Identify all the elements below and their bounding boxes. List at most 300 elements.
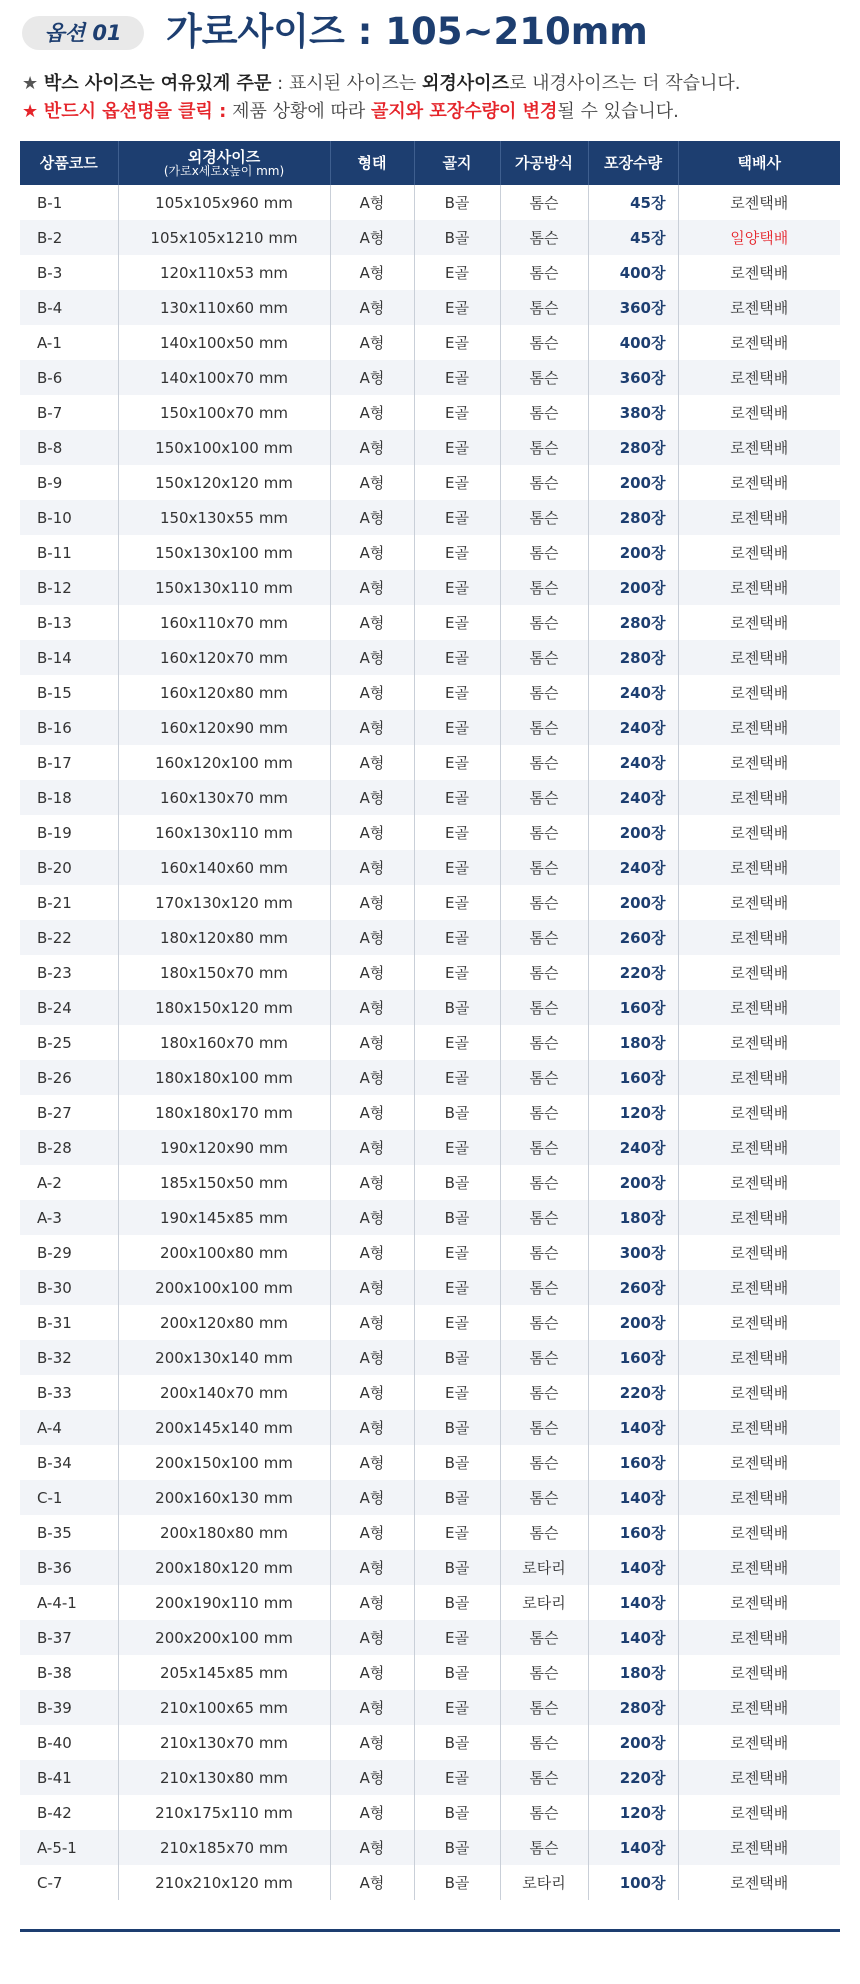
cell-qty: 100장 bbox=[588, 1865, 678, 1900]
cell-qty: 120장 bbox=[588, 1795, 678, 1830]
cell-code: B-18 bbox=[20, 780, 118, 815]
cell-type: A형 bbox=[330, 535, 414, 570]
cell-qty: 240장 bbox=[588, 850, 678, 885]
note-line-1 bbox=[22, 70, 852, 98]
cell-courier: 로젠택배 bbox=[678, 360, 840, 395]
cell-courier: 로젠택배 bbox=[678, 1585, 840, 1620]
cell-process: 톰슨 bbox=[500, 535, 588, 570]
cell-size: 150x130x100 mm bbox=[118, 535, 330, 570]
cell-courier: 로젠택배 bbox=[678, 1760, 840, 1795]
cell-code: B-1 bbox=[37, 193, 63, 212]
cell-type: A형 bbox=[330, 605, 414, 640]
cell-code: C-7 bbox=[37, 1873, 63, 1892]
cell-size: 160x120x100 mm bbox=[118, 745, 330, 780]
cell-process: 로타리 bbox=[500, 1550, 588, 1585]
table-row bbox=[20, 885, 840, 920]
cell-size: 140x100x50 mm bbox=[118, 325, 330, 360]
cell-flute: E골 bbox=[414, 1620, 500, 1655]
table-row bbox=[20, 1480, 840, 1515]
cell-type: A형 bbox=[330, 675, 414, 710]
table-row bbox=[20, 1445, 840, 1480]
cell-size: 200x145x140 mm bbox=[118, 1410, 330, 1445]
cell-size: 200x200x100 mm bbox=[118, 1620, 330, 1655]
cell-type: A형 bbox=[330, 395, 414, 430]
cell-type: A형 bbox=[330, 325, 414, 360]
cell-code: A-4-1 bbox=[37, 1593, 77, 1612]
cell-courier: 로젠택배 bbox=[678, 1305, 840, 1340]
cell-courier: 로젠택배 bbox=[678, 850, 840, 885]
cell-flute: E골 bbox=[414, 780, 500, 815]
cell-qty: 140장 bbox=[588, 1830, 678, 1865]
cell-code: B-28 bbox=[20, 1130, 118, 1165]
cell-flute: E골 bbox=[414, 290, 500, 325]
cell-qty: 280장 bbox=[588, 1690, 678, 1725]
cell-flute: E골 bbox=[414, 1270, 500, 1305]
cell-process: 톰슨 bbox=[500, 850, 588, 885]
cell-process: 톰슨 bbox=[500, 1760, 588, 1795]
cell-flute: E골 bbox=[414, 675, 500, 710]
table-row bbox=[20, 1550, 840, 1585]
cell-code: B-11 bbox=[37, 543, 72, 562]
cell-qty: 180장 bbox=[588, 1200, 678, 1235]
cell-code: B-20 bbox=[20, 850, 118, 885]
table-row bbox=[20, 1795, 840, 1830]
cell-size: 200x190x110 mm bbox=[118, 1585, 330, 1620]
note-2-text-b: 될 수 있습니다. bbox=[557, 101, 679, 122]
cell-flute: E골 bbox=[414, 430, 500, 465]
cell-process: 톰슨 bbox=[500, 605, 588, 640]
cell-size: 180x180x100 mm bbox=[118, 1060, 330, 1095]
cell-courier: 로젠택배 bbox=[678, 1620, 840, 1655]
cell-qty: 220장 bbox=[588, 1375, 678, 1410]
cell-size: 130x110x60 mm bbox=[118, 290, 330, 325]
cell-size: 190x120x90 mm bbox=[118, 1130, 330, 1165]
cell-code: B-3 bbox=[37, 263, 63, 282]
cell-size: 185x150x50 mm bbox=[118, 1165, 330, 1200]
cell-code: C-1 bbox=[20, 1480, 118, 1515]
cell-type: A형 bbox=[330, 850, 414, 885]
note-1-text-a: : 표시된 사이즈는 bbox=[271, 73, 423, 94]
cell-flute: B골 bbox=[414, 1725, 500, 1760]
cell-size: 160x130x70 mm bbox=[118, 780, 330, 815]
table-row bbox=[20, 780, 840, 815]
table-row bbox=[20, 255, 840, 290]
cell-size: 160x130x110 mm bbox=[118, 815, 330, 850]
cell-size: 200x130x140 mm bbox=[118, 1340, 330, 1375]
cell-courier: 로젠택배 bbox=[678, 570, 840, 605]
cell-courier: 로젠택배 bbox=[678, 465, 840, 500]
option-badge: 옵션 01 bbox=[22, 16, 144, 50]
cell-process: 톰슨 bbox=[500, 255, 588, 290]
cell-flute: E골 bbox=[414, 1235, 500, 1270]
cell-courier: 로젠택배 bbox=[678, 1550, 840, 1585]
cell-flute: E골 bbox=[414, 605, 500, 640]
cell-code: B-12 bbox=[20, 570, 118, 605]
table-row bbox=[20, 360, 840, 395]
cell-size: 160x120x80 mm bbox=[118, 675, 330, 710]
cell-process: 톰슨 bbox=[500, 465, 588, 500]
cell-qty: 400장 bbox=[588, 325, 678, 360]
cell-qty: 220장 bbox=[588, 955, 678, 990]
cell-type: A형 bbox=[330, 745, 414, 780]
note-2-bold-b: 골지와 포장수량이 변경 bbox=[370, 101, 558, 122]
table-row bbox=[20, 465, 840, 500]
cell-process: 톰슨 bbox=[500, 325, 588, 360]
cell-qty: 240장 bbox=[588, 1130, 678, 1165]
cell-code: B-29 bbox=[37, 1243, 72, 1262]
cell-qty: 140장 bbox=[588, 1480, 678, 1515]
cell-process: 톰슨 bbox=[500, 220, 588, 255]
cell-courier: 로젠택배 bbox=[678, 1130, 840, 1165]
cell-type: A형 bbox=[330, 990, 414, 1025]
cell-code: B-32 bbox=[20, 1340, 118, 1375]
cell-size: 180x150x70 mm bbox=[118, 955, 330, 990]
cell-process: 톰슨 bbox=[500, 1340, 588, 1375]
cell-process: 톰슨 bbox=[500, 1515, 588, 1550]
cell-size: 160x110x70 mm bbox=[118, 605, 330, 640]
col-header-flute: 골지 bbox=[414, 141, 500, 185]
star-icon: ★ bbox=[22, 73, 39, 94]
header bbox=[0, 0, 860, 70]
cell-qty: 240장 bbox=[588, 780, 678, 815]
cell-size: 210x130x70 mm bbox=[118, 1725, 330, 1760]
cell-flute: E골 bbox=[414, 1305, 500, 1340]
cell-code: A-4 bbox=[20, 1410, 118, 1445]
col-header-size-sub: (가로x세로x높이 mm) bbox=[163, 163, 285, 178]
cell-qty: 240장 bbox=[588, 675, 678, 710]
cell-flute: B골 bbox=[414, 1865, 500, 1900]
cell-process: 톰슨 bbox=[500, 710, 588, 745]
table-header-row bbox=[20, 141, 840, 185]
cell-code: B-37 bbox=[20, 1620, 118, 1655]
page-title: 가로사이즈 : 105~210mm bbox=[166, 10, 648, 53]
table-row bbox=[20, 920, 840, 955]
cell-size: 210x210x120 mm bbox=[118, 1865, 330, 1900]
table-row bbox=[20, 1095, 840, 1130]
cell-courier: 로젠택배 bbox=[678, 1270, 840, 1305]
cell-code: B-2 bbox=[20, 220, 118, 255]
note-1-bold: 박스 사이즈는 여유있게 주문 bbox=[43, 73, 272, 94]
cell-qty: 280장 bbox=[588, 500, 678, 535]
cell-courier: 일양택배 bbox=[678, 220, 840, 255]
cell-courier: 로젠택배 bbox=[678, 885, 840, 920]
cell-courier: 로젠택배 bbox=[678, 1235, 840, 1270]
cell-qty: 140장 bbox=[588, 1620, 678, 1655]
cell-flute: E골 bbox=[414, 325, 500, 360]
cell-code: B-35 bbox=[37, 1523, 72, 1542]
cell-courier: 로젠택배 bbox=[678, 535, 840, 570]
cell-code: A-3 bbox=[20, 1200, 118, 1235]
cell-flute: E골 bbox=[414, 1515, 500, 1550]
note-2-text-a: 제품 상황에 따라 bbox=[226, 101, 371, 122]
cell-process: 톰슨 bbox=[500, 1305, 588, 1340]
table-row bbox=[20, 1410, 840, 1445]
cell-size: 180x160x70 mm bbox=[118, 1025, 330, 1060]
cell-qty: 200장 bbox=[588, 815, 678, 850]
cell-flute: B골 bbox=[414, 1410, 500, 1445]
cell-qty: 160장 bbox=[588, 1340, 678, 1375]
table-row bbox=[20, 1200, 840, 1235]
cell-qty: 240장 bbox=[588, 710, 678, 745]
cell-code: B-33 bbox=[37, 1383, 72, 1402]
cell-size: 180x150x120 mm bbox=[118, 990, 330, 1025]
cell-process: 톰슨 bbox=[500, 1025, 588, 1060]
cell-size: 205x145x85 mm bbox=[118, 1655, 330, 1690]
cell-qty: 180장 bbox=[588, 1655, 678, 1690]
cell-size: 160x120x90 mm bbox=[118, 710, 330, 745]
cell-code: B-6 bbox=[20, 360, 118, 395]
cell-flute: B골 bbox=[414, 1585, 500, 1620]
cell-code: B-36 bbox=[20, 1550, 118, 1585]
cell-flute: E골 bbox=[414, 535, 500, 570]
cell-flute: B골 bbox=[414, 1550, 500, 1585]
cell-type: A형 bbox=[330, 1305, 414, 1340]
cell-process: 톰슨 bbox=[500, 1235, 588, 1270]
cell-type: A형 bbox=[330, 1620, 414, 1655]
cell-type: A형 bbox=[330, 885, 414, 920]
cell-type: A형 bbox=[330, 640, 414, 675]
cell-process: 톰슨 bbox=[500, 955, 588, 990]
cell-flute: B골 bbox=[414, 220, 500, 255]
cell-type: A형 bbox=[330, 1480, 414, 1515]
cell-size: 160x120x70 mm bbox=[118, 640, 330, 675]
cell-qty: 200장 bbox=[588, 570, 678, 605]
note-1-bold-b: 외경사이즈 bbox=[422, 73, 509, 94]
cell-flute: E골 bbox=[414, 255, 500, 290]
table-row bbox=[20, 430, 840, 465]
table-row bbox=[20, 1690, 840, 1725]
cell-flute: B골 bbox=[414, 1655, 500, 1690]
cell-type: A형 bbox=[330, 220, 414, 255]
col-header-courier: 택배사 bbox=[678, 141, 840, 185]
cell-courier: 로젠택배 bbox=[678, 1200, 840, 1235]
table-row bbox=[20, 1025, 840, 1060]
cell-flute: E골 bbox=[414, 920, 500, 955]
table-row bbox=[20, 1585, 840, 1620]
size-table bbox=[20, 141, 840, 1900]
cell-courier: 로젠택배 bbox=[678, 1060, 840, 1095]
note-1-text-b: 로 내경사이즈는 더 작습니다. bbox=[508, 73, 741, 94]
cell-qty: 200장 bbox=[588, 535, 678, 570]
table-row bbox=[20, 395, 840, 430]
cell-size: 210x175x110 mm bbox=[118, 1795, 330, 1830]
table-row bbox=[20, 1060, 840, 1095]
cell-process: 톰슨 bbox=[500, 500, 588, 535]
cell-flute: E골 bbox=[414, 395, 500, 430]
cell-code: B-23 bbox=[37, 963, 72, 982]
table-row bbox=[20, 1760, 840, 1795]
cell-qty: 160장 bbox=[588, 1060, 678, 1095]
cell-courier: 로젠택배 bbox=[678, 1165, 840, 1200]
cell-type: A형 bbox=[330, 1655, 414, 1690]
cell-courier: 로젠택배 bbox=[678, 1515, 840, 1550]
cell-size: 120x110x53 mm bbox=[118, 255, 330, 290]
cell-size: 180x120x80 mm bbox=[118, 920, 330, 955]
cell-flute: E골 bbox=[414, 1690, 500, 1725]
cell-code: B-21 bbox=[37, 893, 72, 912]
table-row bbox=[20, 1515, 840, 1550]
cell-flute: E골 bbox=[414, 1760, 500, 1795]
cell-flute: E골 bbox=[414, 500, 500, 535]
cell-process: 톰슨 bbox=[500, 1795, 588, 1830]
cell-type: A형 bbox=[330, 1270, 414, 1305]
cell-code: A-1 bbox=[37, 333, 62, 352]
table-row bbox=[20, 990, 840, 1025]
cell-process: 톰슨 bbox=[500, 780, 588, 815]
cell-code: B-25 bbox=[37, 1033, 72, 1052]
col-header-code: 상품코드 bbox=[20, 141, 118, 185]
cell-courier: 로젠택배 bbox=[678, 675, 840, 710]
cell-code: B-27 bbox=[37, 1103, 72, 1122]
cell-code: B-13 bbox=[37, 613, 72, 632]
cell-type: A형 bbox=[330, 570, 414, 605]
cell-qty: 360장 bbox=[588, 360, 678, 395]
cell-flute: E골 bbox=[414, 1375, 500, 1410]
cell-courier: 로젠택배 bbox=[678, 640, 840, 675]
cell-process: 톰슨 bbox=[500, 395, 588, 430]
cell-size: 105x105x1210 mm bbox=[118, 220, 330, 255]
cell-qty: 160장 bbox=[588, 1445, 678, 1480]
cell-type: A형 bbox=[330, 1025, 414, 1060]
table-row bbox=[20, 185, 840, 220]
cell-type: A형 bbox=[330, 1865, 414, 1900]
table-row bbox=[20, 1620, 840, 1655]
cell-flute: E골 bbox=[414, 1130, 500, 1165]
cell-code: B-10 bbox=[20, 500, 118, 535]
cell-process: 톰슨 bbox=[500, 1445, 588, 1480]
cell-size: 200x180x80 mm bbox=[118, 1515, 330, 1550]
table-row bbox=[20, 1130, 840, 1165]
cell-size: 105x105x960 mm bbox=[118, 185, 330, 220]
cell-flute: E골 bbox=[414, 465, 500, 500]
cell-process: 톰슨 bbox=[500, 290, 588, 325]
cell-size: 210x100x65 mm bbox=[118, 1690, 330, 1725]
cell-code: B-34 bbox=[37, 1453, 72, 1472]
cell-code: A-2 bbox=[37, 1173, 62, 1192]
col-header-type: 형태 bbox=[330, 141, 414, 185]
cell-type: A형 bbox=[330, 465, 414, 500]
cell-size: 140x100x70 mm bbox=[118, 360, 330, 395]
table-row bbox=[20, 1270, 840, 1305]
cell-process: 톰슨 bbox=[500, 1375, 588, 1410]
table-row bbox=[20, 640, 840, 675]
table-row bbox=[20, 570, 840, 605]
cell-flute: E골 bbox=[414, 850, 500, 885]
cell-size: 150x130x110 mm bbox=[118, 570, 330, 605]
cell-code: B-16 bbox=[20, 710, 118, 745]
cell-process: 톰슨 bbox=[500, 430, 588, 465]
cell-qty: 260장 bbox=[588, 1270, 678, 1305]
cell-size: 150x130x55 mm bbox=[118, 500, 330, 535]
cell-qty: 45장 bbox=[588, 185, 678, 220]
table-row bbox=[20, 605, 840, 640]
cell-process: 톰슨 bbox=[500, 360, 588, 395]
cell-type: A형 bbox=[330, 1375, 414, 1410]
cell-size: 200x150x100 mm bbox=[118, 1445, 330, 1480]
cell-type: A형 bbox=[330, 1095, 414, 1130]
table-row bbox=[20, 710, 840, 745]
cell-flute: E골 bbox=[414, 885, 500, 920]
cell-type: A형 bbox=[330, 1795, 414, 1830]
cell-size: 150x100x70 mm bbox=[118, 395, 330, 430]
cell-flute: E골 bbox=[414, 1025, 500, 1060]
cell-size: 150x100x100 mm bbox=[118, 430, 330, 465]
cell-process: 톰슨 bbox=[500, 570, 588, 605]
cell-courier: 로젠택배 bbox=[678, 605, 840, 640]
cell-courier: 로젠택배 bbox=[678, 1025, 840, 1060]
cell-courier: 로젠택배 bbox=[678, 780, 840, 815]
cell-flute: E골 bbox=[414, 640, 500, 675]
table-row bbox=[20, 850, 840, 885]
cell-qty: 260장 bbox=[588, 920, 678, 955]
cell-qty: 200장 bbox=[588, 465, 678, 500]
cell-qty: 180장 bbox=[588, 1025, 678, 1060]
col-header-qty: 포장수량 bbox=[588, 141, 678, 185]
cell-qty: 200장 bbox=[588, 1725, 678, 1760]
table-row bbox=[20, 220, 840, 255]
cell-process: 톰슨 bbox=[500, 1095, 588, 1130]
cell-qty: 200장 bbox=[588, 1305, 678, 1340]
cell-type: A형 bbox=[330, 1515, 414, 1550]
cell-type: A형 bbox=[330, 955, 414, 990]
cell-code: B-40 bbox=[37, 1733, 72, 1752]
cell-process: 톰슨 bbox=[500, 1690, 588, 1725]
cell-size: 200x120x80 mm bbox=[118, 1305, 330, 1340]
cell-courier: 로젠택배 bbox=[678, 1795, 840, 1830]
cell-process: 톰슨 bbox=[500, 990, 588, 1025]
table-row bbox=[20, 500, 840, 535]
cell-courier: 로젠택배 bbox=[678, 710, 840, 745]
cell-process: 톰슨 bbox=[500, 885, 588, 920]
cell-courier: 로젠택배 bbox=[678, 1830, 840, 1865]
cell-process: 톰슨 bbox=[500, 1130, 588, 1165]
cell-courier: 로젠택배 bbox=[678, 1340, 840, 1375]
cell-type: A형 bbox=[330, 1340, 414, 1375]
cell-code: B-30 bbox=[20, 1270, 118, 1305]
cell-type: A형 bbox=[330, 1830, 414, 1865]
cell-type: A형 bbox=[330, 1235, 414, 1270]
cell-type: A형 bbox=[330, 1200, 414, 1235]
cell-size: 180x180x170 mm bbox=[118, 1095, 330, 1130]
cell-courier: 로젠택배 bbox=[678, 185, 840, 220]
cell-code: B-4 bbox=[20, 290, 118, 325]
cell-type: A형 bbox=[330, 430, 414, 465]
cell-flute: B골 bbox=[414, 1480, 500, 1515]
cell-courier: 로젠택배 bbox=[678, 290, 840, 325]
cell-code: B-9 bbox=[37, 473, 63, 492]
cell-size: 210x130x80 mm bbox=[118, 1760, 330, 1795]
cell-process: 톰슨 bbox=[500, 640, 588, 675]
table-row bbox=[20, 1655, 840, 1690]
cell-qty: 140장 bbox=[588, 1550, 678, 1585]
table-row bbox=[20, 290, 840, 325]
cell-courier: 로젠택배 bbox=[678, 395, 840, 430]
cell-flute: E골 bbox=[414, 710, 500, 745]
cell-flute: E골 bbox=[414, 955, 500, 990]
cell-qty: 140장 bbox=[588, 1585, 678, 1620]
note-2-bold: 반드시 옵션명을 클릭 : bbox=[43, 101, 227, 122]
cell-courier: 로젠택배 bbox=[678, 990, 840, 1025]
cell-process: 톰슨 bbox=[500, 1165, 588, 1200]
cell-qty: 380장 bbox=[588, 395, 678, 430]
cell-courier: 로젠택배 bbox=[678, 1865, 840, 1900]
cell-code: A-5-1 bbox=[20, 1830, 118, 1865]
cell-process: 톰슨 bbox=[500, 1200, 588, 1235]
cell-size: 190x145x85 mm bbox=[118, 1200, 330, 1235]
cell-qty: 45장 bbox=[588, 220, 678, 255]
cell-code: B-19 bbox=[37, 823, 72, 842]
cell-qty: 400장 bbox=[588, 255, 678, 290]
